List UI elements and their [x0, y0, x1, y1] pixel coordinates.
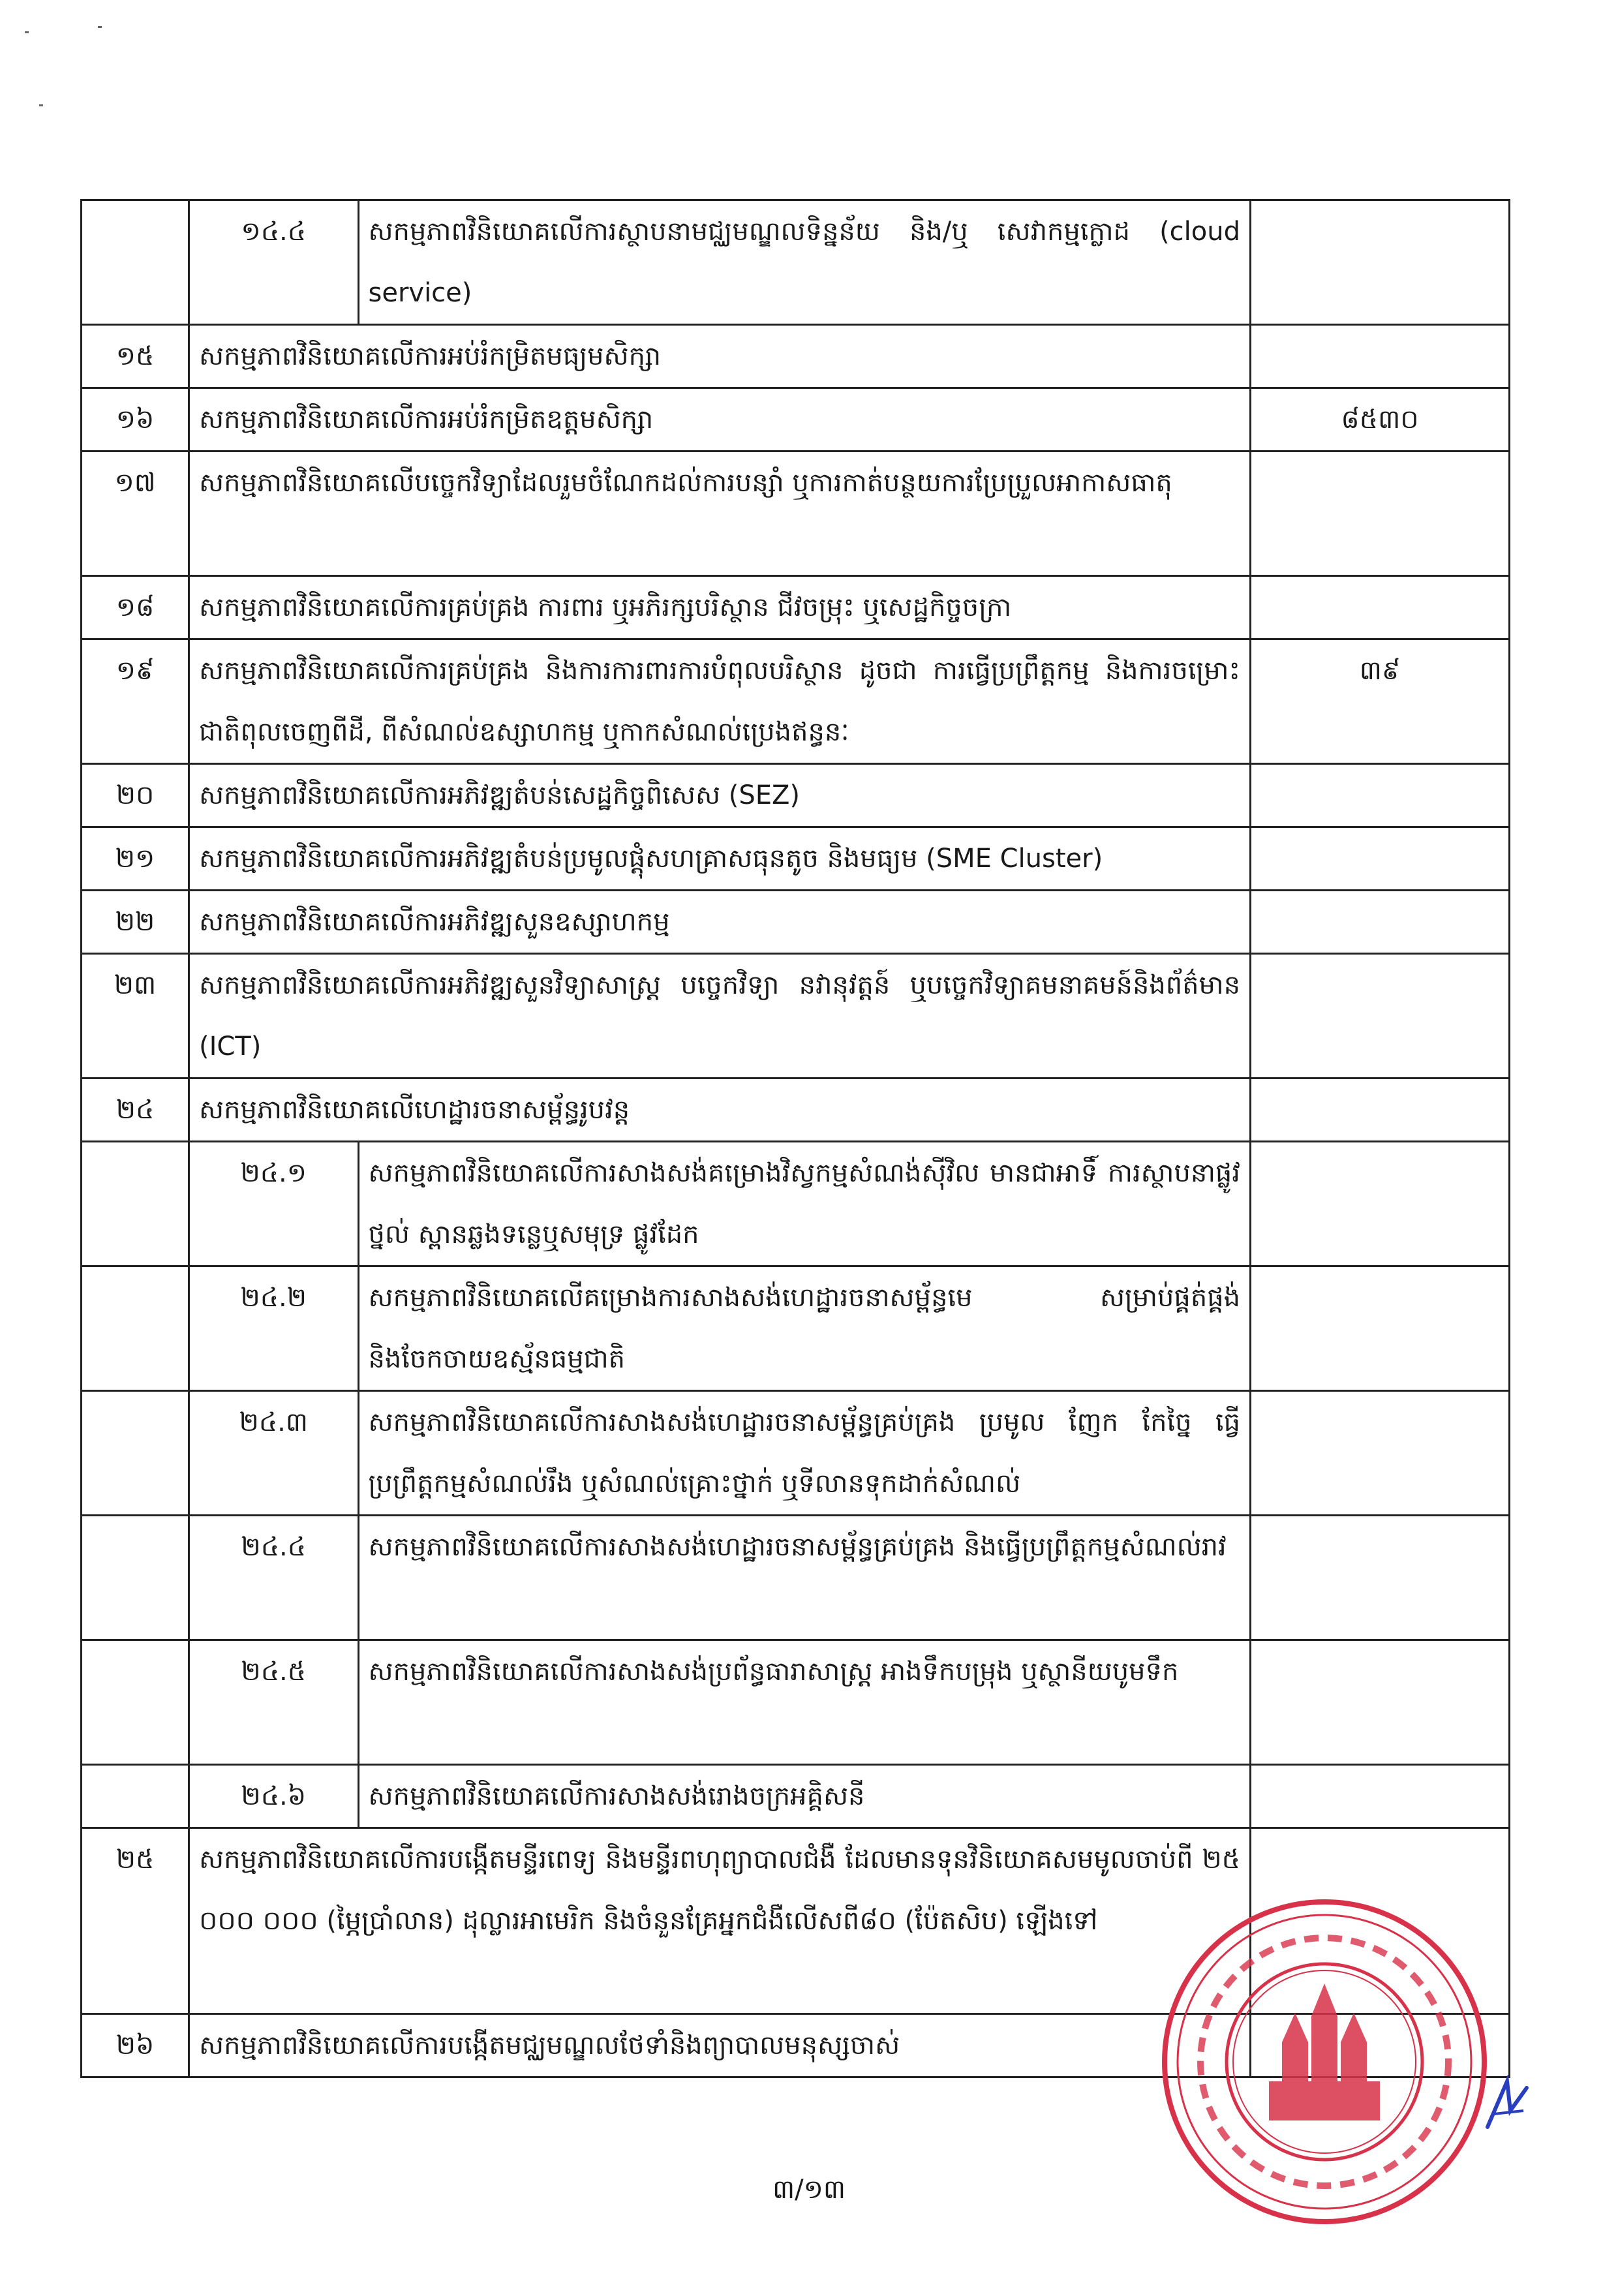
table-row [82, 325, 1510, 388]
official-seal-stamp [1155, 1892, 1494, 2231]
row-value: ៨៥៣០ [1251, 388, 1510, 452]
activity-description: សកម្មភាពវិនិយោគលើការគ្រប់គ្រង ការពារ ឬអភិរក្សបរិស្ថាន ជីវចម្រុះ ឬសេដ្ឋកិច្ចចក្រា [189, 576, 1251, 639]
sub-item-description: សកម្មភាពវិនិយោគលើការសាងសង់គម្រោងវិស្វកម្មសំណង់ស៊ីវិល មានជាអាទិ៍ ការស្ថាបនាផ្លូវថ្នល់ ស្ពានឆ្លងទន្លេឬសមុទ្រ ផ្លូវដែក [368, 1158, 1240, 1249]
sub-item-cell [189, 1765, 1251, 1828]
blank-number-cell [82, 1516, 189, 1640]
sub-item-cell [189, 1391, 1251, 1516]
row-value [1251, 1516, 1510, 1640]
row-value [1251, 1266, 1510, 1391]
activity-description: សកម្មភាពវិនិយោគលើការអភិវឌ្ឍសួនឧស្សាហកម្ម [189, 891, 1251, 954]
row-number: ២០ [82, 764, 189, 827]
table-row [82, 200, 1510, 325]
table-row [82, 1142, 1510, 1266]
sub-item-description: សកម្មភាពវិនិយោគលើគម្រោងការសាងសង់ហេដ្ឋារចនាសម្ព័ន្ធមេ សម្រាប់ផ្គត់ផ្គង់ និងចែកចាយឧស្ម័នធម្មជាតិ [368, 1283, 1240, 1374]
sub-item-number: ២៤.៦ [190, 1766, 358, 1827]
blank-number-cell [82, 1142, 189, 1266]
table-row [82, 388, 1510, 452]
blank-number-cell [82, 1765, 189, 1828]
row-number: ២៥ [82, 1828, 189, 2014]
sub-item-table [190, 1516, 1249, 1639]
table-row [82, 576, 1510, 639]
sub-item-cell [189, 1640, 1251, 1765]
blank-number-cell [82, 1640, 189, 1765]
blank-number-cell [82, 1266, 189, 1391]
row-value [1251, 325, 1510, 388]
sub-item-description: សកម្មភាពវិនិយោគលើការសាងសង់ហេដ្ឋារចនាសម្ព័ន្ធគ្រប់គ្រង និងធ្វើប្រព្រឹត្តកម្មសំណល់រាវ [368, 1532, 1227, 1562]
row-value [1251, 764, 1510, 827]
activity-description: សកម្មភាពវិនិយោគលើការបង្កើតមន្ទីរពេទ្យ និងមន្ទីរពហុព្យាបាលជំងឺ ដែលមានទុនវិនិយោគសមមូលចាប់ពី ២៥ ០០០ ០០០ (ម្ភៃប្រាំលាន) ដុល្លារអាមេរិក និងចំនួនគ្រែអ្នកជំងឺលើសពី៨០ (ប៉ែតសិប) ឡើងទៅ [189, 1828, 1251, 2014]
row-value [1251, 1640, 1510, 1765]
row-number: ១៨ [82, 576, 189, 639]
row-number: ២២ [82, 891, 189, 954]
blank-number-cell [82, 1391, 189, 1516]
signature-mark [1481, 2075, 1533, 2134]
sub-item-cell [189, 1142, 1251, 1266]
row-value [1251, 954, 1510, 1079]
row-number: ១៩ [82, 639, 189, 764]
activity-description: សកម្មភាពវិនិយោគលើការបង្កើតមជ្ឈមណ្ឌលថែទាំនិងព្យាបាលមនុស្សចាស់ [189, 2014, 1251, 2077]
row-value [1251, 891, 1510, 954]
row-number: ២១ [82, 827, 189, 891]
sub-item-table [190, 201, 1249, 324]
row-value: ៣៩ [1251, 639, 1510, 764]
table-row [82, 891, 1510, 954]
row-value [1251, 576, 1510, 639]
row-number: ២៦ [82, 2014, 189, 2077]
sub-item-table [190, 1142, 1249, 1265]
table-row [82, 639, 1510, 764]
row-number: ២៣ [82, 954, 189, 1079]
scan-speck [39, 104, 43, 106]
activity-description: សកម្មភាពវិនិយោគលើការអភិវឌ្ឍតំបន់ប្រមូលផ្តុំសហគ្រាសធុនតូច និងមធ្យម (SME Cluster) [189, 827, 1251, 891]
table-row [82, 452, 1510, 576]
row-value [1251, 452, 1510, 576]
sub-item-number: ២៤.២ [190, 1267, 358, 1390]
page-number: ៣/១៣ [772, 2175, 846, 2205]
table-row [82, 764, 1510, 827]
sub-item-description: សកម្មភាពវិនិយោគលើការស្ថាបនាមជ្ឈមណ្ឌលទិន្នន័យ និង/ឬ សេវាកម្មក្លោដ (cloud service) [368, 217, 1240, 308]
sub-item-description: សកម្មភាពវិនិយោគលើការសាងសង់រោងចក្រអគ្គិសនី [368, 1781, 865, 1811]
table-row [82, 1079, 1510, 1142]
sub-item-table [190, 1267, 1249, 1390]
scan-speck [25, 31, 29, 33]
activities-table [80, 199, 1510, 2078]
table-row [82, 1391, 1510, 1516]
table-row [82, 1516, 1510, 1640]
activity-description: សកម្មភាពវិនិយោគលើការអប់រំកម្រិតមធ្យមសិក្សា [189, 325, 1251, 388]
sub-item-cell [189, 1266, 1251, 1391]
sub-item-cell [189, 1516, 1251, 1640]
row-number: ១៥ [82, 325, 189, 388]
row-value [1251, 200, 1510, 325]
sub-item-description: សកម្មភាពវិនិយោគលើការសាងសង់ប្រព័ន្ធធារាសាស្ត្រ អាងទឹកបម្រុង ឬស្ថានីយបូមទឹក [368, 1657, 1179, 1687]
table-row [82, 827, 1510, 891]
sub-item-description: សកម្មភាពវិនិយោគលើការសាងសង់ហេដ្ឋារចនាសម្ព័ន្ធគ្រប់គ្រង ប្រមូល ញែក កែច្នៃ ធ្វើប្រព្រឹត្តកម្មសំណល់រឹង ឬសំណល់គ្រោះថ្នាក់ ឬទីលានទុកដាក់សំណល់ [368, 1407, 1240, 1499]
row-value [1251, 827, 1510, 891]
row-value [1251, 1079, 1510, 1142]
row-value [1251, 1765, 1510, 1828]
row-number: ១៦ [82, 388, 189, 452]
sub-item-number: ២៤.៥ [190, 1641, 358, 1764]
sub-item-table [190, 1641, 1249, 1764]
row-value [1251, 1142, 1510, 1266]
row-number: ១៧ [82, 452, 189, 576]
sub-item-table [190, 1392, 1249, 1514]
activity-description: សកម្មភាពវិនិយោគលើការអប់រំកម្រិតឧត្តមសិក្សា [189, 388, 1251, 452]
table-row [82, 954, 1510, 1079]
scan-speck [98, 26, 102, 28]
row-number: ២៤ [82, 1079, 189, 1142]
table-row [82, 1640, 1510, 1765]
activity-description: សកម្មភាពវិនិយោគលើការអភិវឌ្ឍសួនវិទ្យាសាស្ត្រ បច្ចេកវិទ្យា នវានុវត្តន៍ ឬបច្ចេកវិទ្យាគមនាគមន៍និងព័ត៌មាន (ICT) [189, 954, 1251, 1079]
sub-item-number: ១៤.៤ [190, 201, 358, 324]
table-row [82, 1266, 1510, 1391]
activity-description: សកម្មភាពវិនិយោគលើបច្ចេកវិទ្យាដែលរួមចំណែកដល់ការបន្សាំ ឬការកាត់បន្ថយការប្រែប្រួលអាកាសធាតុ [189, 452, 1251, 576]
activity-description: សកម្មភាពវិនិយោគលើហេដ្ឋារចនាសម្ព័ន្ធរូបវន្ត [189, 1079, 1251, 1142]
sub-item-number: ២៤.៣ [190, 1392, 358, 1514]
sub-item-table [190, 1766, 1249, 1827]
sub-item-number: ២៤.៤ [190, 1516, 358, 1639]
table-row [82, 1765, 1510, 1828]
sub-item-number: ២៤.១ [190, 1142, 358, 1265]
sub-item-cell [189, 200, 1251, 325]
activity-description: សកម្មភាពវិនិយោគលើការអភិវឌ្ឍតំបន់សេដ្ឋកិច្ចពិសេស (SEZ) [189, 764, 1251, 827]
row-value [1251, 1391, 1510, 1516]
activity-description: សកម្មភាពវិនិយោគលើការគ្រប់គ្រង និងការការពារការបំពុលបរិស្ថាន ដូចជា ការធ្វើប្រព្រឹត្តកម្ម និងការចម្រោះជាតិពុលចេញពីដី, ពីសំណល់ឧស្សាហកម្ម ឬកាកសំណល់ប្រេងឥន្ធនៈ [189, 639, 1251, 764]
blank-number-cell [82, 200, 189, 325]
